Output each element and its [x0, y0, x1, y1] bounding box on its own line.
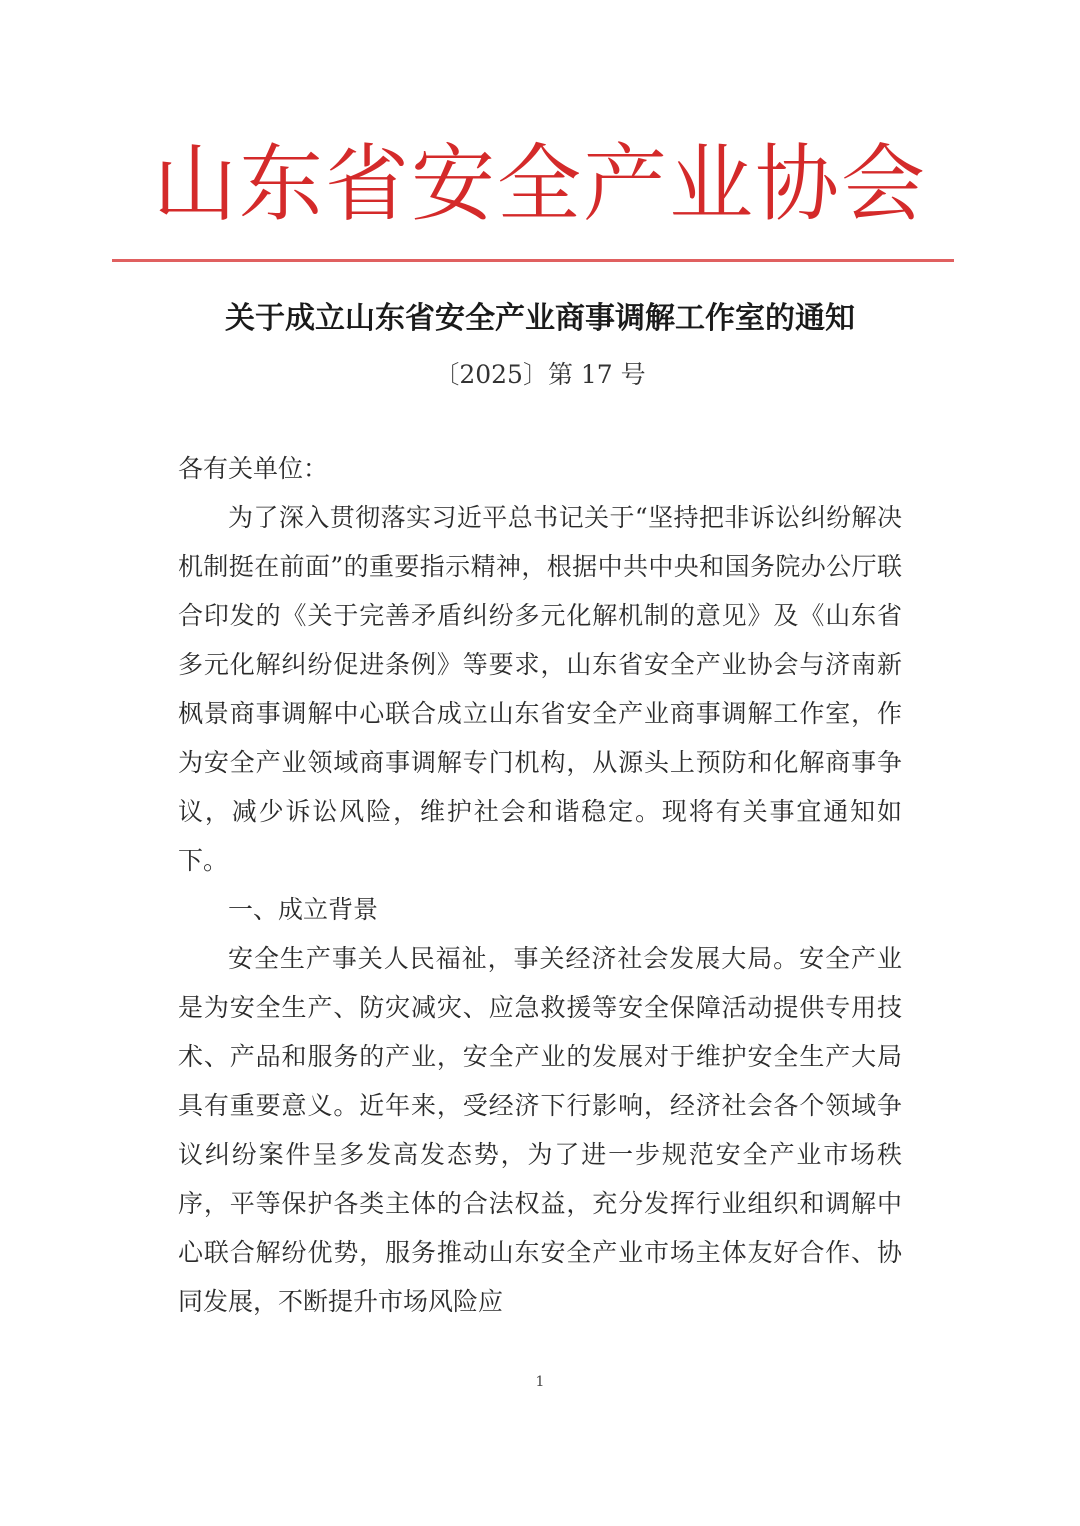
- salutation: 各有关单位：: [178, 454, 329, 483]
- section-paragraph: 安全生产事关人民福祉，事关经济社会发展大局。安全产业是为安全生产、防灾减灾、应急救援等安全保障活动提供专用技术、产品和服务的产业，安全产业的发展对于维护安全生产大局具有重要意义。近年来，受经济下行影响，经济社会各个领域争议纠纷案件呈多发高发态势，为了进一步规范安全产业市场秩序，平等保护各类主体的合法权益，充分发挥行业组织和调解中心联合解纷优势，服务推动山东安全产业市场主体友好合作、协同发展，不断提升市场风险应: [178, 944, 902, 1316]
- masthead-divider: [112, 259, 954, 262]
- document-title: 关于成立山东省安全产业商事调解工作室的通知: [225, 301, 855, 336]
- page-number: 1: [535, 1374, 545, 1390]
- document-number: 〔2025〕第 17 号: [434, 360, 646, 389]
- intro-paragraph: 为了深入贯彻落实习近平总书记关于“坚持把非诉讼纠纷解决机制挺在前面”的重要指示精神，根据中共中央和国务院办公厅联合印发的《关于完善矛盾纠纷多元化解机制的意见》及《山东省多元化解纠纷促进条例》等要求，山东省安全产业协会与济南新枫景商事调解中心联合成立山东省安全产业商事调解工作室，作为安全产业领域商事调解专门机构，从源头上预防和化解商事争议，减少诉讼风险，维护社会和谐稳定。现将有关事宜通知如下。: [178, 503, 902, 875]
- document-body: [178, 444, 902, 1326]
- masthead-org-name: 山东省安全产业协会: [152, 135, 927, 233]
- section-heading: 一、成立背景: [228, 895, 379, 924]
